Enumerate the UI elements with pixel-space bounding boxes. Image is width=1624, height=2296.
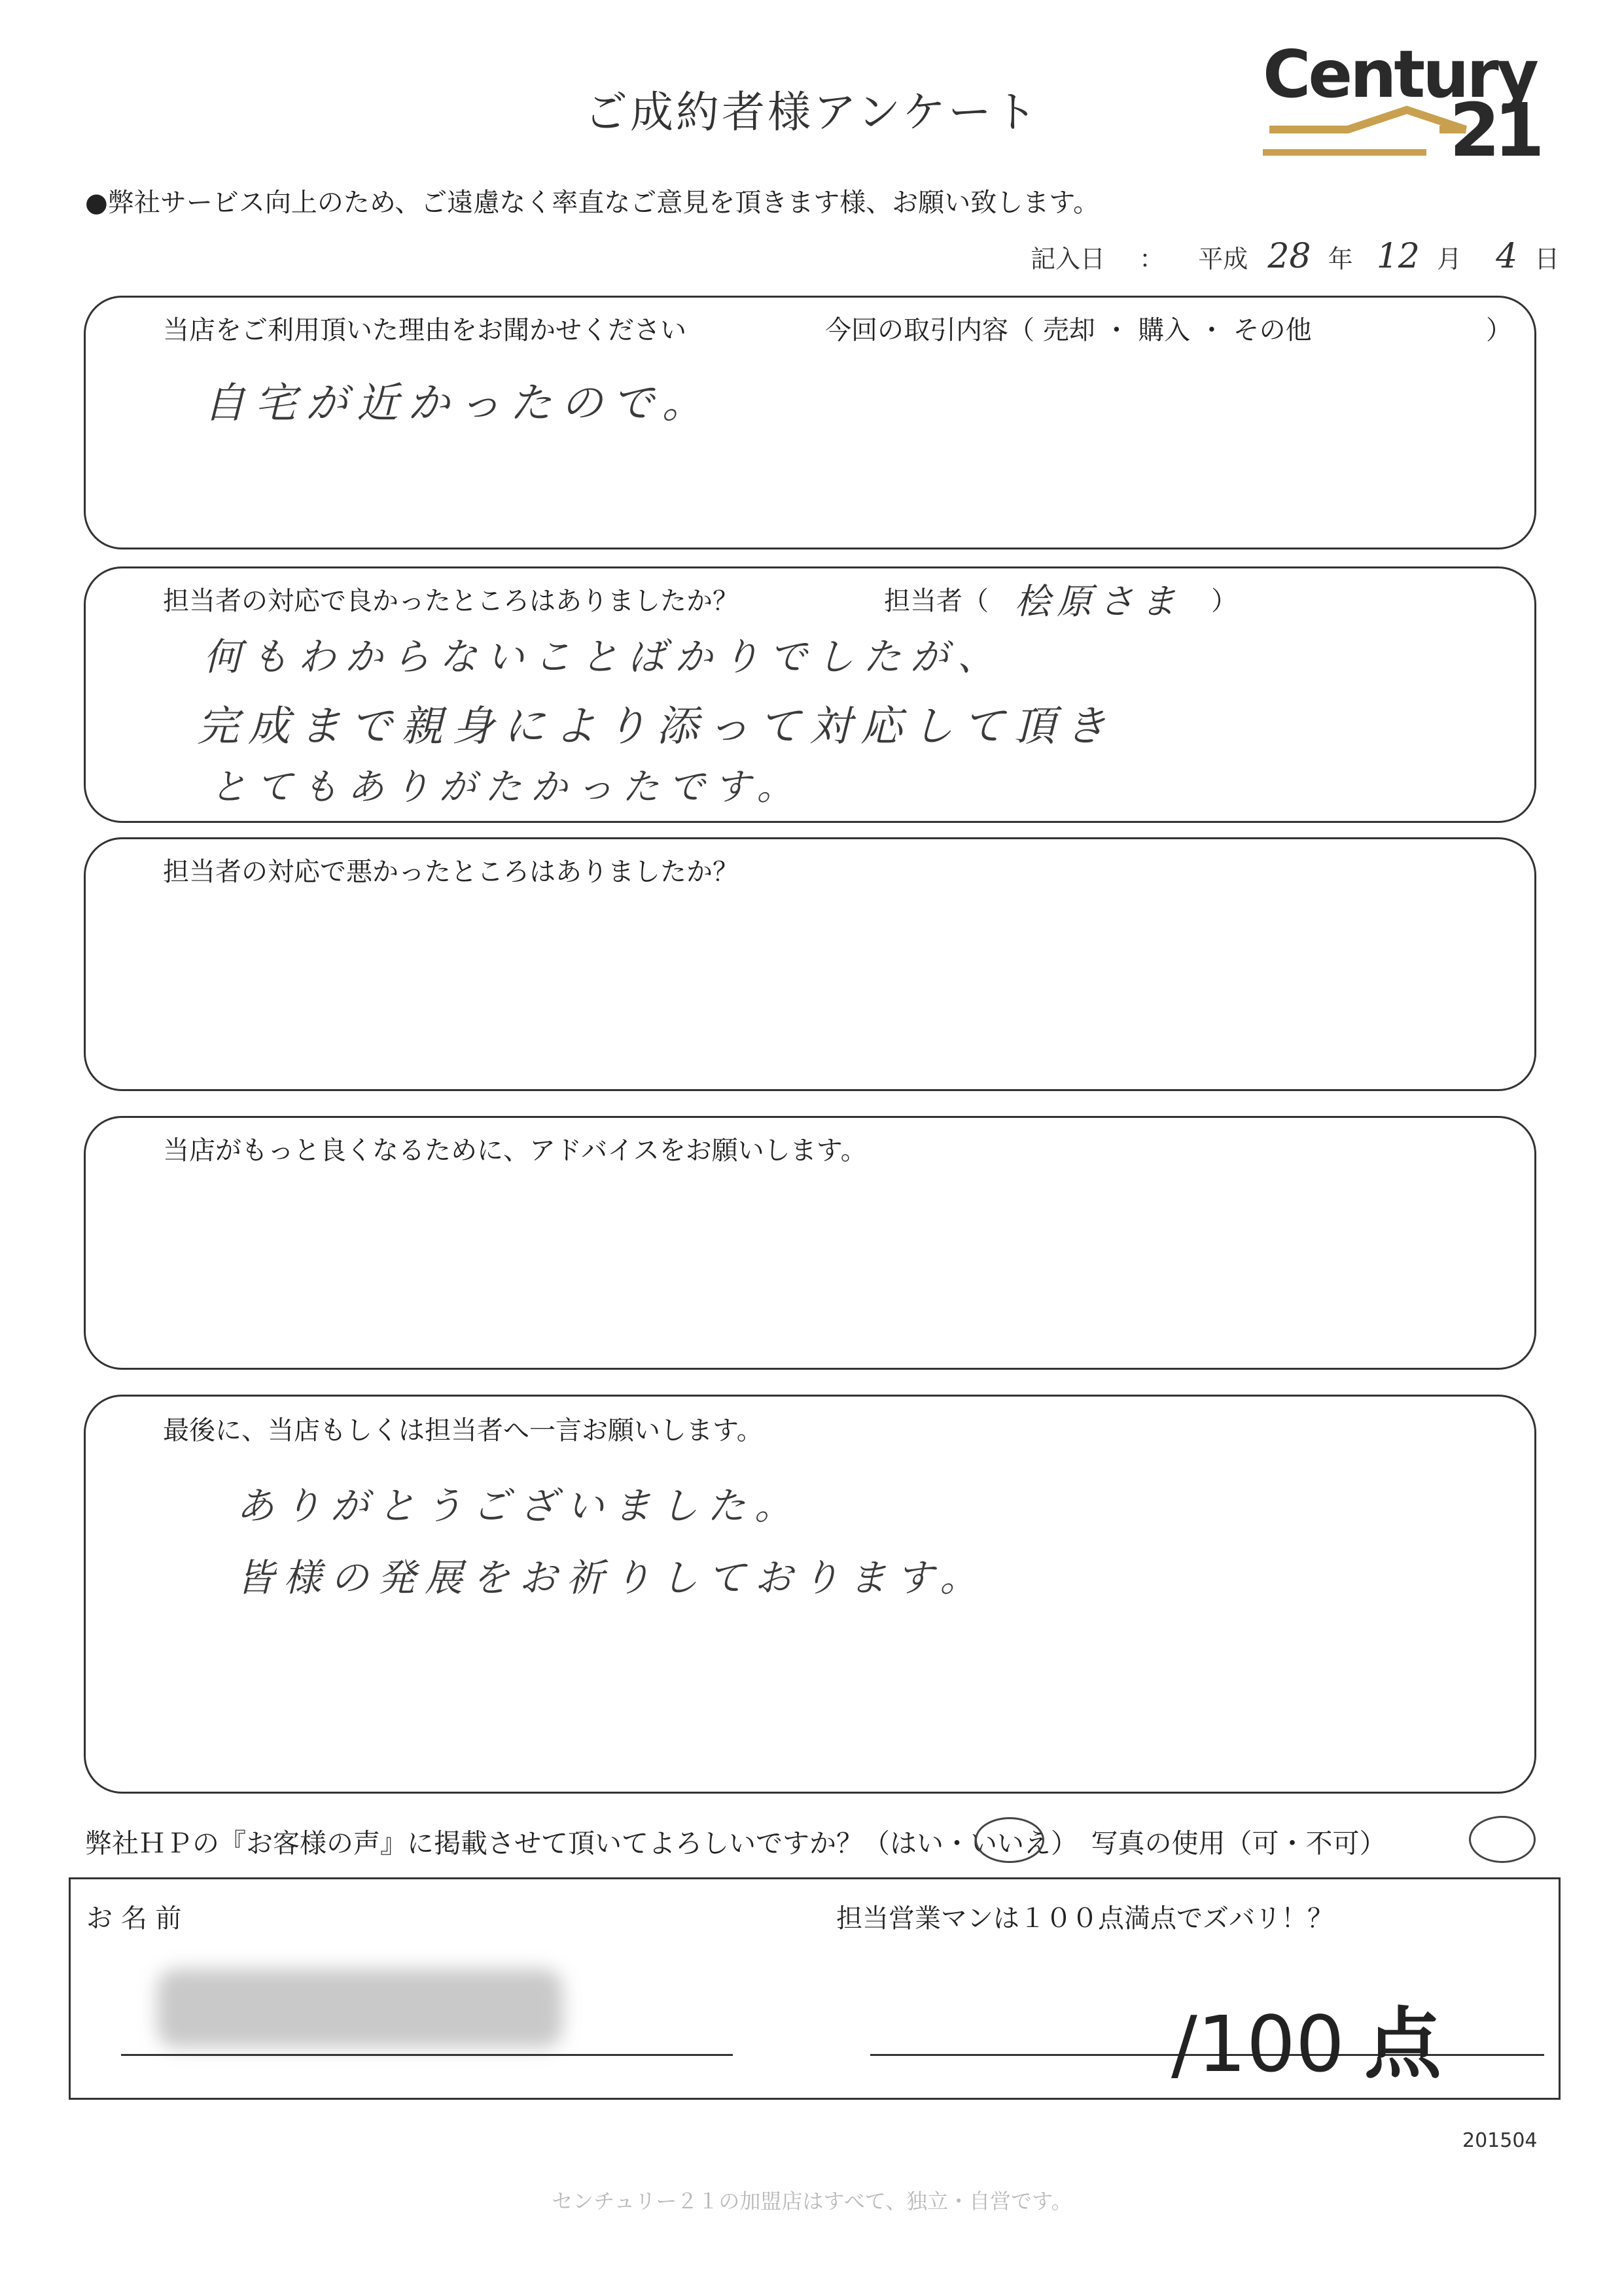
score-number: /100: [1171, 1999, 1345, 2089]
date-day-value[interactable]: 4: [1496, 237, 1518, 276]
date-year-unit: 年: [1328, 245, 1353, 273]
logo-wordmark: Century: [1263, 38, 1536, 113]
date-separator: ：: [1139, 245, 1165, 273]
publish-consent: 弊社ＨＰの『お客様の声』に掲載させて頂いてよろしいですか？（はい・いいえ） 写真の使用（可・不可）: [85, 1828, 1386, 1859]
question-reason: 当店をご利用頂いた理由をお聞かせください: [163, 315, 686, 345]
section-final-comment: [84, 1395, 1536, 1794]
name-label: お 名 前: [86, 1904, 182, 1934]
date-era: 平成: [1198, 245, 1248, 273]
question-bad-points: 担当者の対応で悪かったところはありましたか？: [163, 857, 739, 887]
form-title: ご成約者様アンケート: [584, 87, 1040, 137]
score-value[interactable]: [1171, 1982, 1441, 2093]
staff-name[interactable]: 桧原さま: [1015, 581, 1182, 622]
score-question: 担当営業マンは１００点満点でズバリ！？: [836, 1904, 1333, 1934]
section-reason: [84, 296, 1536, 549]
transaction-type-close: ）: [1486, 315, 1512, 345]
section-good-points: [84, 566, 1536, 823]
century21-logo-graphic: [1263, 38, 1544, 169]
question-good-points: 担当者の対応で良かったところはありましたか？: [163, 586, 739, 616]
entry-date: [1031, 237, 1559, 276]
form-code: 201504: [1462, 2129, 1538, 2152]
logo-house-roof: [1269, 110, 1466, 130]
question-advice: 当店がもっと良くなるために、アドバイスをお願いします。: [163, 1136, 867, 1166]
staff-label: 担当者（: [884, 586, 989, 616]
answer-good-line2[interactable]: 完成まで親身により添って対応して頂き: [197, 703, 1116, 751]
answer-good-line3[interactable]: とてもありがたかったです。: [210, 766, 803, 809]
question-final-comment: 最後に、当店もしくは担当者へ一言お願いします。: [163, 1416, 763, 1446]
intro-text: ●弊社サービス向上のため、ご遠慮なく率直なご意見を頂きます様、お願い致します。: [85, 188, 1100, 218]
name-redacted: [157, 1969, 563, 2047]
name-underline: [121, 2054, 733, 2056]
section-bad-points: [84, 837, 1536, 1091]
answer-good-line1[interactable]: 何もわからないことばかりでしたが、: [203, 635, 1005, 679]
date-month-unit: 月: [1436, 245, 1462, 273]
answer-final-line2[interactable]: 皆様の発展をお祈りしております。: [236, 1556, 987, 1600]
transaction-type-label: 今回の取引内容（ 売却 ・ 購入 ・ その他: [825, 315, 1312, 345]
century21-logo: [1263, 38, 1544, 169]
date-label: 記入日: [1031, 245, 1106, 273]
date-day-unit: 日: [1534, 245, 1560, 273]
staff-close: ）: [1211, 586, 1237, 616]
section-advice: [84, 1116, 1536, 1370]
footer-note: センチュリー２１の加盟店はすべて、独立・自営です。: [552, 2189, 1072, 2214]
answer-final-line1[interactable]: ありがとうございました。: [236, 1484, 802, 1528]
date-year-value[interactable]: 28: [1267, 237, 1311, 276]
answer-reason-line1[interactable]: 自宅が近かったので。: [203, 379, 713, 428]
logo-number: 21: [1449, 88, 1538, 169]
publish-yes-circle-mark: [975, 1817, 1044, 1863]
date-month-value[interactable]: 12: [1376, 237, 1420, 276]
photo-no-circle-mark: [1469, 1816, 1536, 1863]
score-unit: 点: [1364, 1999, 1441, 2089]
